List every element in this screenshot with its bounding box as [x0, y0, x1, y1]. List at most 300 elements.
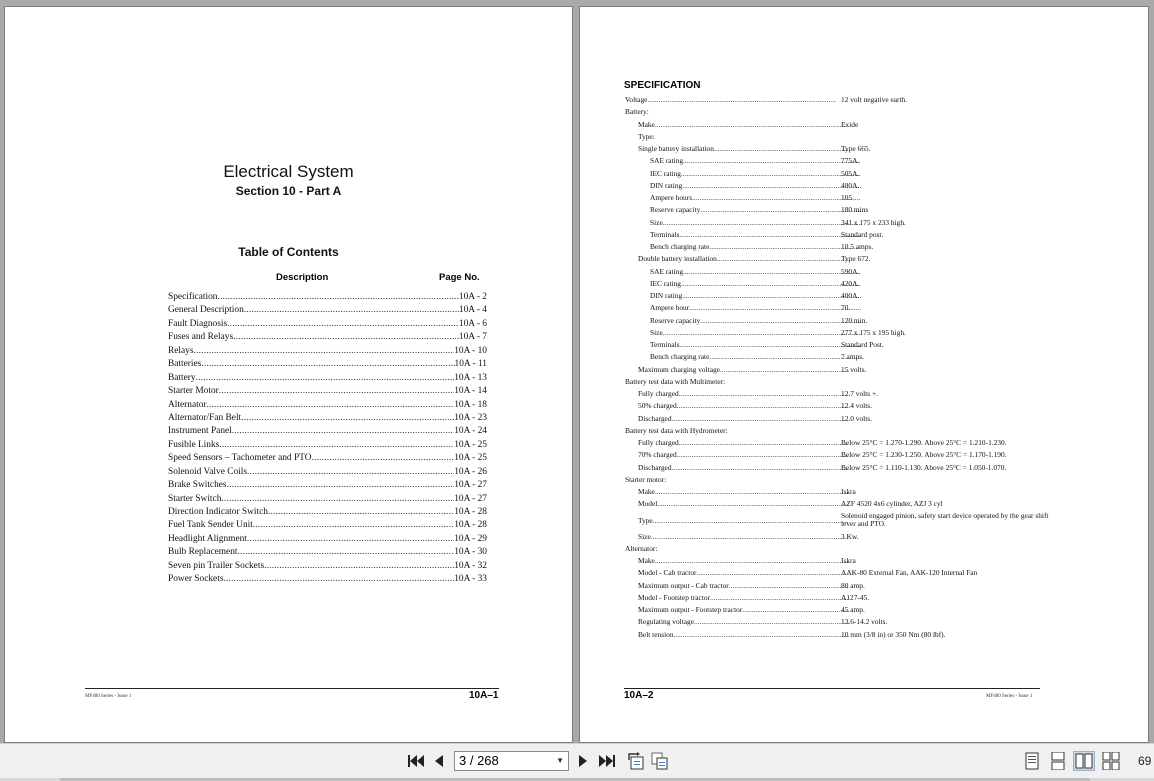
spec-dot-leader [717, 253, 849, 265]
rotate-icon[interactable] [626, 751, 646, 771]
toc-entry-title: Starter Switch [168, 493, 222, 504]
single-page-view-icon[interactable] [1022, 751, 1042, 771]
spec-dot-leader [647, 94, 836, 106]
spec-label-wrap [625, 192, 861, 204]
toc-entry-page: 10A - 10 [454, 345, 487, 356]
toc-entry-title: Solenoid Valve Coils [168, 466, 247, 477]
spec-row [625, 567, 1045, 579]
two-page-view-icon[interactable] [1073, 751, 1095, 771]
spec-dot-leader [655, 119, 849, 131]
toc-entry[interactable] [168, 358, 487, 371]
toc-entry-title: Alternator/Fan Belt [168, 412, 242, 423]
spec-label: DIN rating [650, 291, 683, 300]
spec-dot-leader [677, 400, 849, 412]
spec-dot-leader [709, 351, 861, 363]
spec-label: Reserve capacity [650, 205, 701, 215]
toc-entry-title: Fuses and Relays [168, 332, 234, 343]
toc-entry-title: Starter Motor [168, 386, 219, 397]
spec-dot-leader [663, 327, 861, 339]
toc-entry[interactable] [168, 560, 487, 573]
spec-row [625, 131, 1045, 143]
spec-label-wrap [625, 462, 849, 474]
footer-series: MF400 Series - Issue 1 [986, 694, 1033, 699]
toc-entry[interactable] [168, 345, 487, 358]
spec-label-wrap [625, 376, 836, 388]
spec-label: Maximum output - Cab tractor [638, 580, 729, 590]
spec-label: Voltage [625, 95, 648, 104]
spec-row [625, 388, 1045, 400]
spec-value: Below 25°C = 1.110-1.130. Above 25°C = 1.050-1.070. [841, 462, 1007, 472]
spec-row [625, 204, 1045, 216]
specification-list [625, 94, 1049, 641]
spec-value: 590A. [841, 266, 860, 276]
spec-label-wrap [625, 351, 861, 363]
spec-dot-leader [683, 155, 861, 167]
toc-dot-leader [217, 291, 458, 304]
spec-label: SAE rating [650, 266, 684, 276]
toc-entry[interactable] [168, 372, 487, 385]
spec-label: Make [638, 487, 655, 496]
toc-dot-leader [241, 412, 454, 425]
left-page [4, 6, 573, 743]
spec-dot-leader [714, 143, 849, 155]
spec-dot-leader [683, 266, 861, 278]
spec-value: 10.5 amps. [841, 242, 874, 251]
last-page-icon[interactable] [598, 752, 616, 770]
spec-row [625, 339, 1045, 351]
spec-row [625, 629, 1045, 641]
spec-dot-leader [700, 204, 861, 216]
toc-entry-page: 10A - 25 [454, 453, 487, 464]
spec-value: 45 amp. [841, 605, 865, 614]
spec-row [625, 266, 1045, 278]
spec-value: 12.0 volts. [841, 413, 873, 423]
spec-dot-leader [653, 515, 849, 527]
spec-label: Type: [638, 131, 655, 141]
spec-label: IEC rating [650, 168, 681, 178]
spec-dot-leader [663, 217, 861, 229]
spec-label: Terminals [650, 340, 680, 349]
spec-label: Size [638, 531, 651, 541]
toc-entry[interactable] [168, 506, 487, 519]
spec-row [625, 241, 1045, 253]
spec-dot-leader [689, 302, 861, 314]
spec-label-wrap [625, 413, 849, 425]
toc-dot-leader [207, 399, 455, 412]
spec-label: Regulating voltage [638, 617, 695, 627]
document-title: Electrical System [223, 162, 354, 181]
spec-label: Maximum output - Footstep tractor [638, 605, 743, 614]
spec-label-wrap [625, 327, 861, 339]
toc-entry-title: Fault Diagnosis [168, 318, 228, 329]
toc-entry[interactable] [168, 479, 487, 492]
spec-row [625, 580, 1045, 592]
spec-dot-leader [681, 168, 861, 180]
toc-entry[interactable] [168, 399, 487, 412]
toc-entry[interactable] [168, 573, 487, 586]
spec-label: IEC rating [650, 278, 681, 288]
toc-entry-title: Instrument Panel [168, 426, 232, 437]
spec-label: Model [638, 499, 658, 509]
spec-value: 775A. [841, 156, 860, 166]
toc-entry-title: Fuel Tank Sender Unit [168, 520, 253, 531]
spec-value: 400A. [841, 291, 860, 300]
toc-entry-page: 10A - 7 [458, 332, 487, 343]
copy-page-icon[interactable] [650, 751, 670, 771]
spec-label-wrap [625, 425, 836, 437]
prev-page-icon[interactable] [431, 752, 447, 770]
spec-label: Battery test data with Hydrometer: [625, 425, 728, 435]
toc-entry-page: 10A - 26 [454, 466, 487, 477]
spec-value: 7 amps. [841, 352, 864, 362]
spec-label-wrap [625, 180, 861, 192]
spec-value: 480A. [841, 180, 860, 190]
spec-dot-leader [674, 629, 849, 641]
spec-label-wrap [625, 253, 849, 265]
toc-entry-title: Speed Sensors – Tachometer and PTO [168, 453, 312, 464]
toc-entry[interactable] [168, 291, 487, 304]
spec-label-wrap [625, 278, 861, 290]
spec-value: 277 x 175 x 195 high. [841, 327, 906, 337]
spec-row [625, 217, 1045, 229]
toc-entry-title: Direction Indicator Switch [168, 507, 268, 517]
spec-row [625, 604, 1045, 616]
spec-row [625, 413, 1045, 425]
spec-row [625, 400, 1045, 412]
spec-label-wrap [625, 531, 849, 543]
toc-entry[interactable] [168, 493, 487, 506]
spec-dot-leader [742, 604, 849, 616]
spec-label: Ampere hours [650, 193, 693, 202]
toc-entry-title: Specification [168, 292, 218, 302]
toc-entry[interactable] [168, 412, 487, 425]
spec-label-wrap [625, 94, 836, 106]
spec-row [625, 474, 1045, 486]
toc-description-header: Description [276, 272, 329, 283]
spec-label: Model - Cab tractor [638, 568, 697, 578]
toc-entry-page: 10A - 18 [454, 399, 487, 410]
spec-label-wrap [625, 266, 861, 278]
spec-label-wrap [625, 217, 861, 229]
toc-dot-leader [219, 385, 454, 398]
spec-label: Make [638, 556, 655, 565]
spec-dot-leader [710, 592, 849, 604]
toc-title: Table of Contents [238, 245, 339, 259]
spec-row [625, 290, 1045, 302]
spec-value: 505A. [841, 168, 860, 178]
spec-dot-leader [692, 192, 861, 204]
spec-label: Make [638, 119, 655, 129]
page-dropdown-icon[interactable]: ▼ [556, 756, 564, 765]
spec-dot-leader [682, 290, 861, 302]
toc-dot-leader [221, 493, 454, 506]
spec-value: AZF 4520 4x6 cylinder, AZJ 3 cyl [841, 499, 943, 509]
spec-label: Bench charging rate [650, 242, 710, 251]
toc-entry-title: Seven pin Trailer Sockets [168, 560, 265, 571]
spec-label: Double battery installation [638, 254, 717, 264]
toc-entry-page: 10A - 27 [454, 493, 487, 504]
spec-row [625, 510, 1049, 531]
toc-entry-title: General Description [168, 305, 244, 316]
spec-row [625, 119, 1045, 131]
two-page-continuous-view-icon[interactable] [1100, 751, 1122, 771]
toc-entry-title: Power Sockets [168, 574, 224, 585]
spec-label: Fully charged [638, 389, 679, 398]
toc-entry-title: Alternator [168, 399, 207, 410]
table-of-contents [168, 291, 487, 587]
spec-label-wrap [625, 498, 849, 510]
spec-value: Standard post. [841, 229, 884, 239]
toc-dot-leader [232, 425, 454, 438]
footer-rule [624, 688, 1040, 689]
toc-entry[interactable] [168, 533, 487, 546]
right-page [579, 6, 1149, 743]
spec-label-wrap [625, 543, 836, 555]
toc-entry[interactable] [168, 331, 487, 344]
toc-dot-leader [312, 452, 455, 465]
toc-entry[interactable] [168, 519, 487, 532]
spec-row [625, 364, 1045, 376]
spec-label-wrap [625, 567, 849, 579]
spec-label-wrap [625, 290, 861, 302]
spec-label: Ampere hour [650, 303, 690, 313]
spec-label: Starter motor: [625, 474, 667, 484]
spec-label: Belt tension [638, 629, 674, 639]
spec-row [625, 180, 1045, 192]
spec-dot-leader [672, 462, 849, 474]
toc-dot-leader [268, 506, 454, 519]
toc-entry[interactable] [168, 425, 487, 438]
footer-page-number: 10A–1 [469, 690, 499, 701]
toc-entry-title: Brake Switches [168, 480, 227, 491]
spec-value: 80 amp. [841, 580, 865, 590]
spec-label: Single battery installation [638, 144, 714, 153]
toc-entry-title: Batteries [168, 359, 202, 370]
toc-entry[interactable] [168, 452, 487, 465]
spec-row [625, 192, 1045, 204]
spec-row [625, 425, 1045, 437]
spec-label-wrap [625, 604, 849, 616]
spec-dot-leader [682, 180, 861, 192]
spec-label: DIN rating [650, 180, 683, 190]
spec-label: 50% charged [638, 401, 677, 411]
spec-dot-leader [709, 241, 861, 253]
spec-dot-leader [677, 449, 849, 461]
spec-value: 12.4 volts. [841, 401, 873, 411]
spec-row [625, 437, 1045, 449]
toc-entry-page: 10A - 28 [454, 520, 487, 531]
spec-label-wrap [625, 131, 849, 143]
spec-value: Iskra [841, 487, 856, 496]
spec-row [625, 376, 1045, 388]
spec-value: Type 672. [841, 254, 871, 264]
spec-dot-leader [694, 616, 849, 628]
spec-row [625, 327, 1045, 339]
spec-value: Type 665. [841, 144, 871, 153]
spec-label-wrap [625, 592, 849, 604]
toc-entry-page: 10A - 28 [454, 507, 487, 517]
spec-label-wrap [625, 302, 861, 314]
toc-entry-title: Battery [168, 372, 196, 383]
page-indicator: 3 / 268 [459, 753, 499, 768]
zoom-level[interactable]: 69 [1138, 754, 1152, 768]
toc-entry-page: 10A - 25 [454, 439, 487, 450]
toc-entry-page: 10A - 11 [454, 359, 487, 370]
toc-dot-leader [227, 479, 455, 492]
toc-entry[interactable] [168, 466, 487, 479]
spec-heading: SPECIFICATION [624, 80, 701, 91]
spec-label-wrap [625, 204, 861, 216]
spec-label: Alternator: [625, 543, 658, 553]
toc-dot-leader [264, 560, 454, 573]
document-subtitle: Section 10 - Part A [235, 184, 342, 198]
spec-label-wrap [625, 229, 861, 241]
spec-label: Reserve capacity [650, 315, 701, 325]
toc-entry-page: 10A - 33 [454, 574, 487, 585]
toc-entry-page: 10A - 30 [454, 547, 487, 558]
spec-label-wrap [625, 555, 849, 567]
spec-label: Discharged [638, 413, 672, 423]
spec-dot-leader [651, 531, 849, 543]
spec-dot-leader [679, 339, 861, 351]
first-page-icon[interactable] [407, 752, 425, 770]
spec-row [625, 351, 1045, 363]
spec-label: Size [650, 217, 663, 227]
spec-label-wrap [625, 339, 861, 351]
footer-rule [85, 688, 499, 689]
spec-row [625, 462, 1045, 474]
spec-label: Battery: [625, 107, 649, 117]
spec-dot-leader [655, 555, 849, 567]
spec-label-wrap [625, 106, 836, 118]
spec-value: 10 mm (3/8 in) or 350 Nm (80 lbf). [841, 629, 946, 639]
spec-label-wrap [625, 155, 861, 167]
spec-label-wrap [625, 119, 849, 131]
toc-entry[interactable] [168, 385, 487, 398]
toc-entry[interactable] [168, 546, 487, 559]
spec-value: Standard Post. [841, 340, 884, 349]
spec-dot-leader [679, 388, 849, 400]
toc-entry-page: 10A - 29 [454, 533, 487, 544]
toc-entry[interactable] [168, 304, 487, 317]
spec-label-wrap [625, 474, 836, 486]
spec-row [625, 531, 1045, 543]
spec-row [625, 253, 1045, 265]
toc-entry-page: 10A - 27 [454, 480, 487, 491]
spec-value: Below 25°C = 1.270-1.290. Above 25°C = 1.210-1.230. [841, 438, 1007, 447]
spec-label-wrap [625, 437, 849, 449]
spec-value: Below 25°C = 1.230-1.250. Above 25°C = 1.170-1.190. [841, 450, 1007, 460]
spec-value: 70. [841, 303, 851, 313]
spec-row [625, 302, 1045, 314]
toc-entry-title: Fusible Links [168, 439, 220, 450]
spec-row [625, 155, 1045, 167]
spec-label: 70% charged [638, 450, 677, 460]
spec-value: 120 min. [841, 315, 868, 325]
spec-dot-leader [655, 486, 849, 498]
spec-value: 13.6-14.2 volts. [841, 617, 888, 627]
spec-value: 420A. [841, 278, 860, 288]
spec-dot-leader [729, 580, 849, 592]
spec-label: Fully charged [638, 438, 679, 447]
toc-entry-title: Bulb Replacement [168, 547, 238, 558]
spec-value: 105 [841, 193, 853, 202]
spec-value: AAK-80 External Fan, AAK-120 Internal Fan [841, 568, 978, 578]
spec-label-wrap [625, 143, 849, 155]
toc-entry[interactable] [168, 439, 487, 452]
toc-page-header: Page No. [439, 272, 480, 283]
spec-value: A127-45. [841, 592, 870, 602]
spec-label-wrap [625, 449, 849, 461]
spec-label-wrap [625, 515, 849, 527]
spec-label-wrap [625, 315, 861, 327]
toc-entry[interactable] [168, 318, 487, 331]
spec-label-wrap [625, 241, 861, 253]
toc-dot-leader [244, 304, 459, 317]
spec-label: Bench charging rate [650, 352, 710, 362]
toc-entry-page: 10A - 6 [458, 318, 487, 329]
toc-entry-page: 10A - 24 [454, 426, 487, 437]
spec-row [625, 168, 1045, 180]
spec-row [625, 486, 1045, 498]
toc-dot-leader [247, 466, 454, 479]
toc-dot-leader [223, 573, 454, 586]
toc-entry-page: 10A - 32 [454, 560, 487, 571]
spec-value: 180 mins [841, 205, 869, 215]
continuous-view-icon[interactable] [1048, 751, 1068, 771]
spec-dot-leader [697, 567, 850, 579]
spec-label-wrap [625, 168, 861, 180]
toc-dot-leader [227, 318, 459, 331]
toc-entry-page: 10A - 4 [458, 305, 487, 316]
spec-row [625, 498, 1045, 510]
spec-value: 3 Kw. [841, 531, 859, 541]
spec-row [625, 555, 1045, 567]
toc-entry-page: 10A - 2 [458, 292, 487, 302]
spec-label: Terminals [650, 229, 680, 239]
spec-value: Solenoid engaged pinion, safety start device operated by the gear shift lever and PTO. [841, 510, 1049, 528]
viewer-toolbar [0, 743, 1154, 781]
toc-entry-title: Headlight Alignment [168, 533, 247, 544]
spec-label: Maximum charging voltage [638, 364, 720, 374]
spec-dot-leader [681, 278, 861, 290]
toc-entry-page: 10A - 13 [454, 372, 487, 383]
spec-label-wrap [625, 580, 849, 592]
spec-label-wrap [625, 364, 849, 376]
spec-dot-leader [679, 229, 861, 241]
spec-value: 12 volt negative earth. [841, 95, 908, 104]
spec-row [625, 543, 1045, 555]
footer-series: MF400 Series - Issue 1 [85, 694, 132, 699]
spec-row [625, 106, 1045, 118]
spec-value: Iskra [841, 556, 856, 565]
spec-label: Type [638, 515, 653, 525]
spec-row [625, 592, 1045, 604]
spec-label: Size [650, 327, 663, 337]
spec-dot-leader [720, 364, 849, 376]
spec-label-wrap [625, 388, 849, 400]
toc-dot-leader [233, 331, 459, 344]
toc-dot-leader [201, 358, 454, 371]
spec-dot-leader [672, 413, 849, 425]
spec-dot-leader [679, 437, 849, 449]
spec-label: SAE rating [650, 156, 684, 166]
spec-label-wrap [625, 616, 849, 628]
spec-dot-leader [700, 315, 861, 327]
next-page-icon[interactable] [575, 752, 591, 770]
page-number-input[interactable] [454, 751, 569, 771]
spec-row [625, 94, 1045, 106]
